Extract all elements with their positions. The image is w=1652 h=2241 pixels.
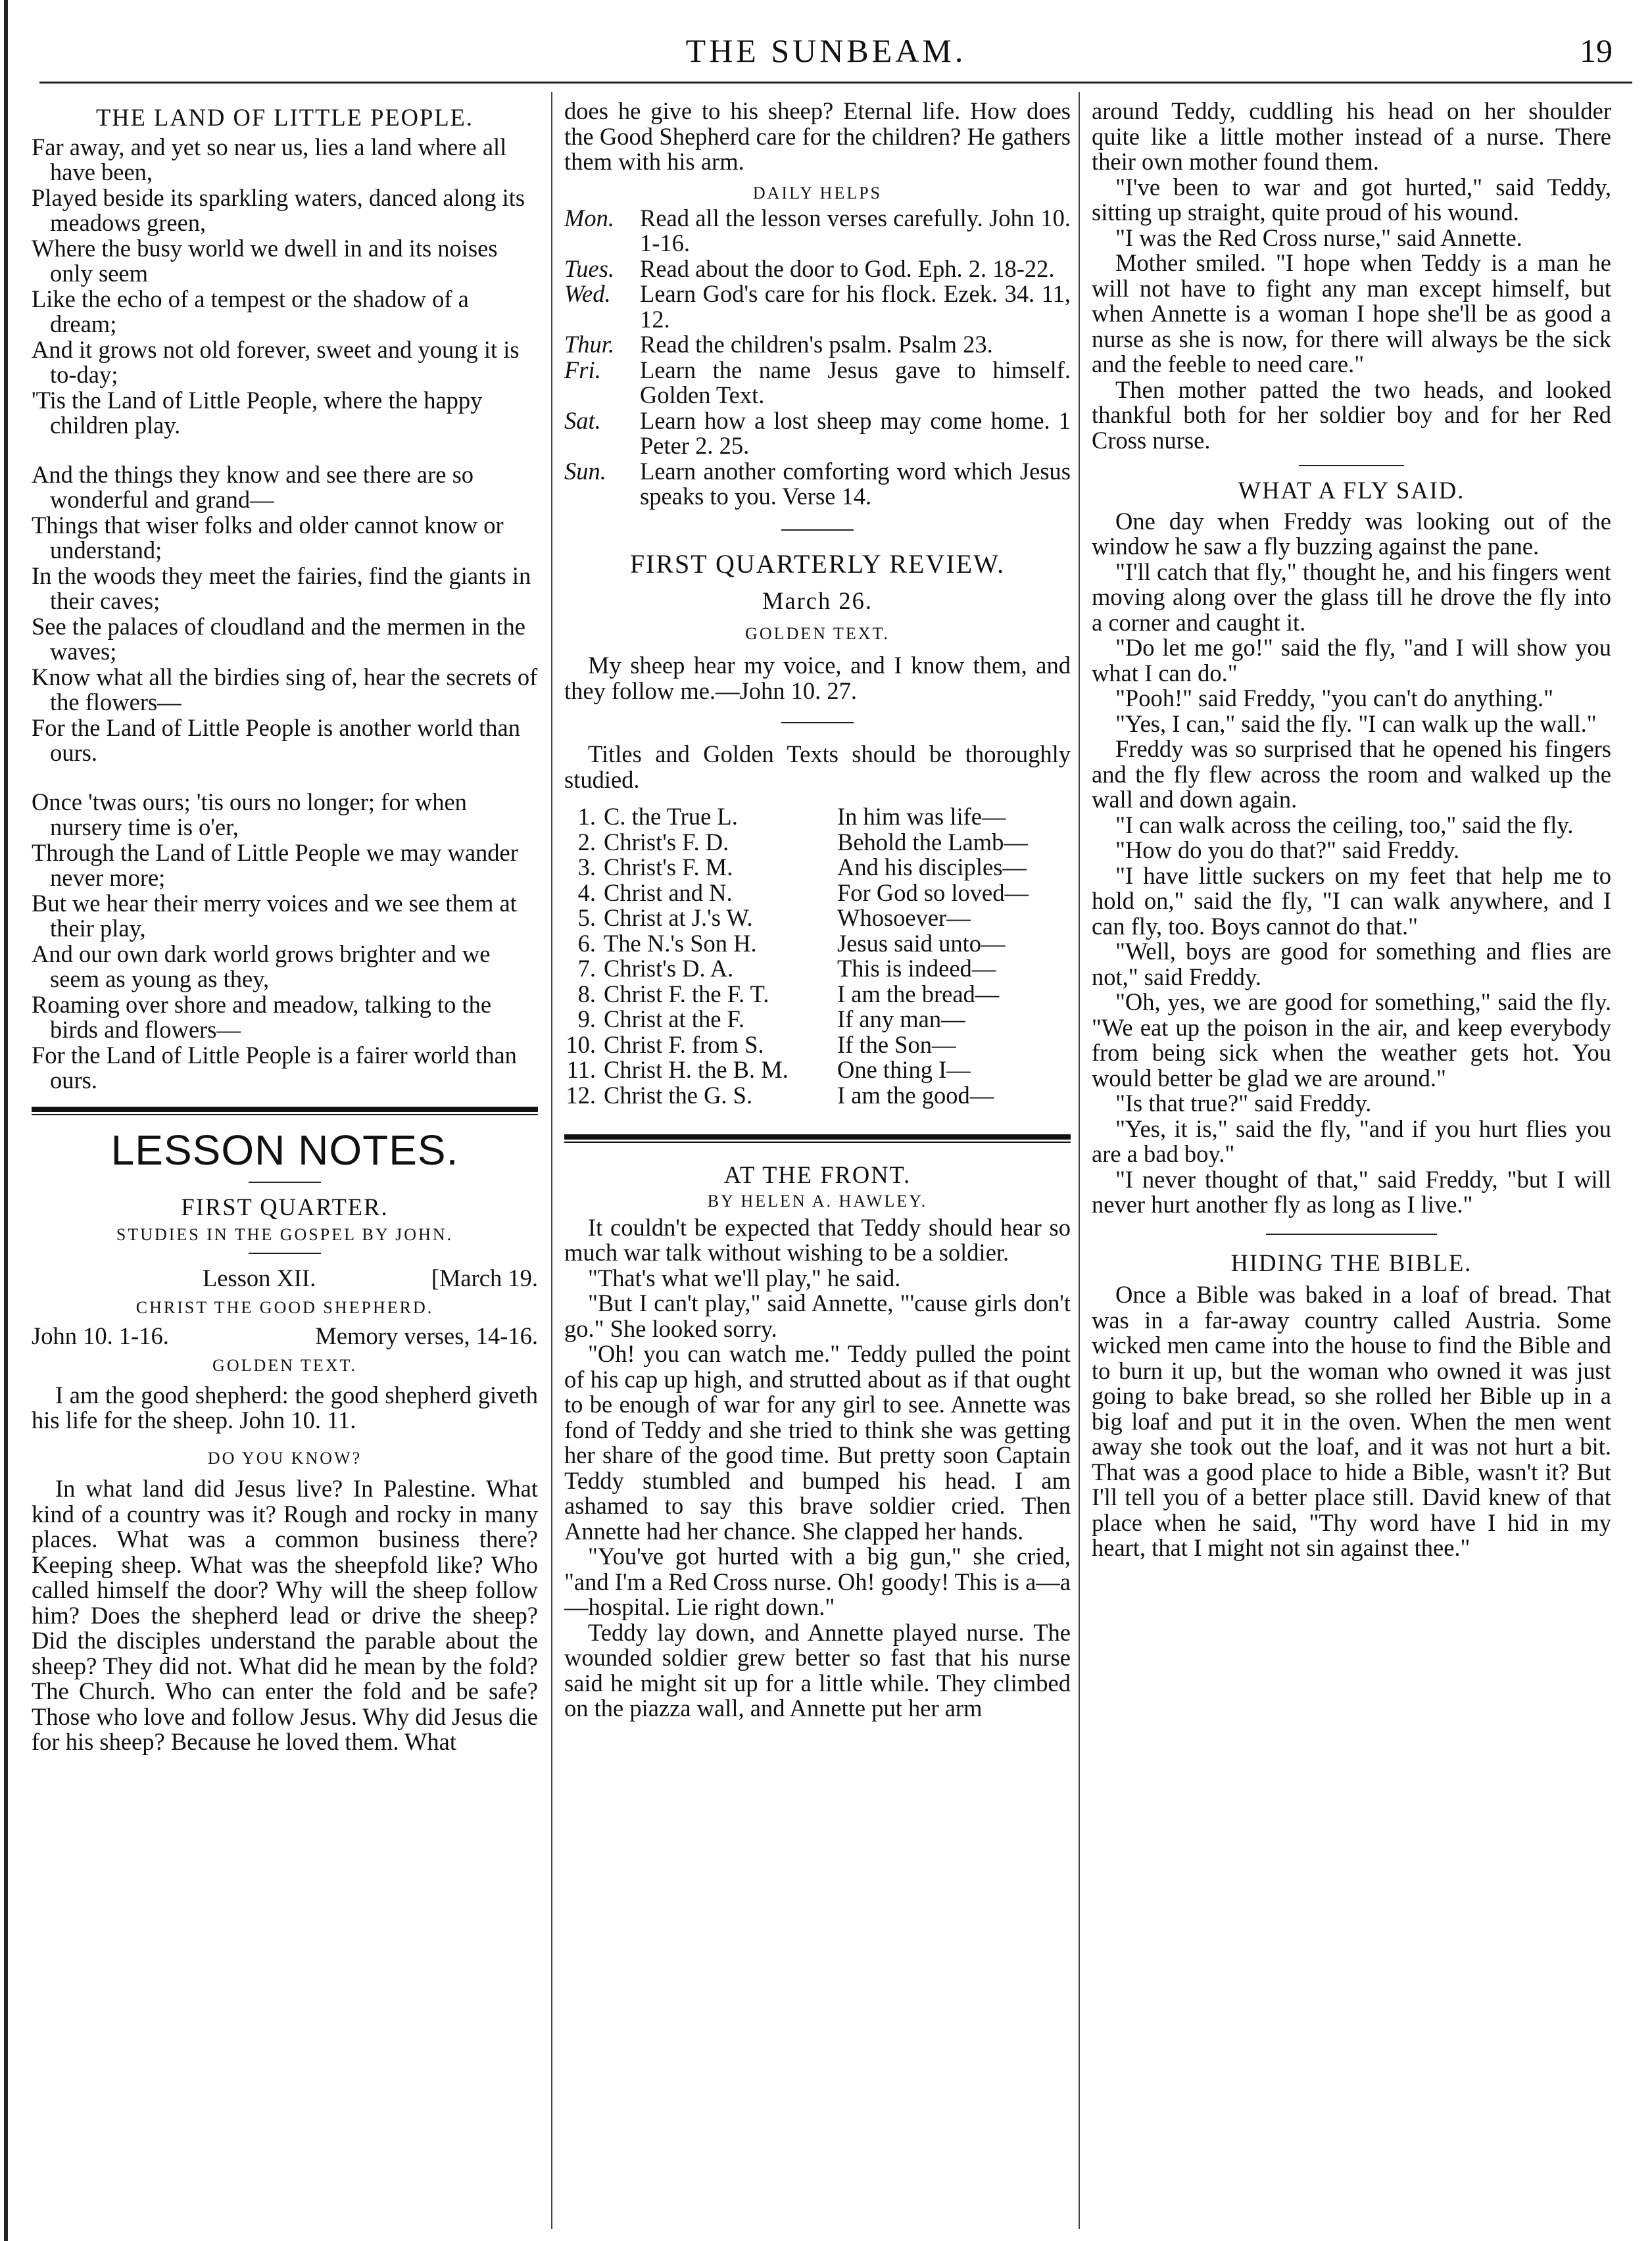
- row-number: 10.: [566, 1030, 596, 1058]
- review-golden-label: GOLDEN TEXT.: [745, 623, 890, 643]
- row-title: Christ at J.'s W.: [604, 904, 753, 932]
- row-text: Jesus said unto—: [837, 929, 1006, 957]
- daily-helps-label: DAILY HELPS: [752, 183, 883, 203]
- poem-title: THE LAND OF LITTLE PEOPLE.: [95, 104, 474, 131]
- row-text: This is indeed—: [837, 955, 996, 982]
- memory-verses: Memory verses, 14-16.: [315, 1322, 538, 1349]
- quarter-heading: FIRST QUARTER.: [181, 1193, 389, 1221]
- review-golden-text: My sheep hear my voice, and I know them, and they follow me.—John 10. 27.: [564, 652, 1071, 704]
- row-title: Christ's D. A.: [604, 955, 734, 982]
- do-you-know-text: In what land did Jesus live? In Palestine. What kind of a country was it? Rough and rocky in many places. What was a common business there? Keeping sheep. What was the sheepfold like? Who called himself the door? Why will the sheep follow him? Does the shepherd lead or drive the sheep? Did the disciples understand the parable about the sheep? They did not. What did he mean by the fold? The Church. Who can enter the fold and be safe? Those who love and follow Jesus. Why did Jesus die for his sheep? Because he loved them. What: [32, 1475, 538, 1756]
- row-number: 8.: [577, 980, 596, 1007]
- lesson-notes-heading: LESSON NOTES.: [110, 1126, 459, 1174]
- daily-help-day: Wed.: [564, 280, 611, 308]
- poem-line: Through the Land of Little People we may wander never more;: [32, 838, 518, 891]
- poem-line: Once 'twas ours; 'tis ours no longer; for when nursery time is o'er,: [32, 788, 467, 840]
- column-3: [1092, 99, 1611, 1561]
- story-paragraph: "I've been to war and got hurted," said Teddy, sitting up straight, quite proud of his wound.: [1092, 173, 1611, 226]
- daily-help-item: [564, 358, 1071, 408]
- story-paragraph: Then mother patted the two heads, and looked thankful both for her soldier boy and for her Red Cross nurse.: [1092, 375, 1611, 454]
- daily-help-item: [564, 408, 1071, 459]
- row-text: If the Son—: [837, 1030, 956, 1058]
- golden-text-label: GOLDEN TEXT.: [212, 1356, 357, 1376]
- daily-help-text: Read all the lesson verses carefully. John 10. 1-16.: [640, 204, 1071, 257]
- row-number: 7.: [577, 955, 596, 982]
- fly-paragraph: "Well, boys are good for something and flies are not," said Freddy.: [1092, 938, 1611, 990]
- section-rule: [32, 1107, 538, 1115]
- poem-line: Where the busy world we dwell in and its noises only seem: [32, 234, 498, 287]
- poem-line: For the Land of Little People is another world than ours.: [32, 713, 521, 766]
- page-number: 19: [1580, 32, 1613, 69]
- column-divider: [1079, 92, 1080, 2229]
- review-title-row: [564, 1007, 1071, 1032]
- row-number: 2.: [577, 828, 596, 855]
- lesson-continuation: does he give to his sheep? Eternal life. How does the Good Shepherd care for the children? He gathers them with his arm.: [564, 97, 1071, 175]
- poem-line: In the woods they meet the fairies, find the giants in their caves;: [32, 562, 531, 614]
- story-paragraph: Mother smiled. "I hope when Teddy is a man he will not have to fight any man except himself, but when Annette is a woman I hope she'll be as good a nurse as she is now, for there will always be the sick and the feeble to need care.": [1092, 249, 1611, 377]
- lesson-line: [32, 1266, 538, 1291]
- bible-text: Once a Bible was baked in a loaf of bread. That was in a far-away country called Austria. Some wicked men came into the house to find the Bible and to burn it up, but the woman who owned it was just going to bake bread, so she rolled her Bible up in a big loaf and put it in the oven. When the men went away she took out the loaf, and it was not hurt a bit. That was a good place to hide a Bible, wasn't it? But I'll tell you of a better place still. David knew of that place when he said, "Thy word have I hid in my heart, that I might not sin against thee.": [1092, 1281, 1611, 1561]
- poem-line: See the palaces of cloudland and the mermen in the waves;: [32, 612, 526, 665]
- review-title-row: [564, 905, 1071, 931]
- fly-paragraph: "Oh, yes, we are good for something," said the fly. "We eat up the poison in the air, and keep everybody from being sick when the weather gets hot. You would better be glad we are around.": [1092, 988, 1611, 1092]
- poem-line: Far away, and yet so near us, lies a land where all have been,: [32, 133, 507, 185]
- fly-paragraph: "Pooh!" said Freddy, "you can't do anything.": [1115, 685, 1553, 711]
- story-paragraph: "I was the Red Cross nurse," said Annette.: [1115, 224, 1522, 251]
- story-paragraph: It couldn't be expected that Teddy should hear so much war talk without wishing to be a soldier.: [564, 1213, 1071, 1266]
- short-rule: [249, 1182, 321, 1183]
- row-text: And his disciples—: [837, 854, 1027, 881]
- poem-line: And it grows not old forever, sweet and young it is to-day;: [32, 335, 520, 388]
- section-rule: [564, 1134, 1071, 1143]
- row-text: Whosoever—: [837, 904, 971, 932]
- row-title: C. the True L.: [604, 803, 738, 831]
- poem: [32, 135, 538, 1094]
- daily-help-day: Sat.: [564, 406, 601, 434]
- row-title: The N.'s Son H.: [604, 929, 757, 957]
- story-paragraph: "You've got hurted with a big gun," she cried, "and I'm a Red Cross nurse. Oh! goody! This is a—a—hospital. Lie right down.": [564, 1543, 1071, 1621]
- row-text: In him was life—: [837, 803, 1006, 831]
- poem-stanza: [32, 135, 538, 439]
- story-paragraph: around Teddy, cuddling his head on her shoulder quite like a little mother instead of a nurse. There their own mother found them.: [1092, 97, 1611, 175]
- row-title: Christ at the F.: [604, 1005, 745, 1033]
- fly-paragraph: "I have little suckers on my feet that help me to hold on," said the fly, "I can walk anywhere, and I can fly, too. Boys cannot do that.": [1092, 861, 1611, 940]
- lesson-date: [March 19.: [431, 1264, 538, 1291]
- daily-help-item: [564, 459, 1071, 510]
- row-text: One thing I—: [837, 1056, 971, 1084]
- row-number: 5.: [577, 904, 596, 932]
- daily-help-day: Thur.: [564, 331, 615, 358]
- poem-line: Like the echo of a tempest or the shadow of a dream;: [32, 285, 469, 337]
- row-title: Christ the G. S.: [604, 1081, 753, 1109]
- story-paragraph: "That's what we'll play," he said.: [588, 1264, 901, 1291]
- do-you-know-label: DO YOU KNOW?: [207, 1448, 362, 1468]
- titles-intro: Titles and Golden Texts should be thoroughly studied.: [564, 740, 1071, 793]
- fly-paragraph: "Is that true?" said Freddy.: [1115, 1090, 1372, 1117]
- fly-paragraph: "Yes, it is," said the fly, "and if you hurt flies you are a bad boy.": [1092, 1115, 1611, 1167]
- header-rule: [39, 82, 1632, 84]
- poem-line: 'Tis the Land of Little People, where the happy children play.: [32, 386, 483, 439]
- daily-help-text: Learn the name Jesus gave to himself. Golden Text.: [640, 356, 1071, 409]
- bible-heading: HIDING THE BIBLE.: [1230, 1249, 1472, 1276]
- row-title: Christ's F. M.: [604, 854, 733, 881]
- short-rule: [1299, 465, 1404, 466]
- row-text: I am the good—: [837, 1081, 994, 1109]
- column-1: [32, 99, 538, 1755]
- daily-help-item: [564, 256, 1071, 282]
- row-text: If any man—: [837, 1005, 965, 1033]
- story-paragraph: "But I can't play," said Annette, "'cause girls don't go." She looked sorry.: [564, 1289, 1071, 1342]
- review-title-row: [564, 804, 1071, 830]
- newspaper-title: THE SUNBEAM.: [685, 32, 967, 69]
- row-title: Christ and N.: [604, 879, 733, 906]
- fly-paragraph: "I'll catch that fly," thought he, and his fingers went moving along over the glass till he drove the fly into a corner and caught it.: [1092, 558, 1611, 636]
- row-text: I am the bread—: [837, 980, 1000, 1007]
- lesson-label: Lesson XII.: [203, 1264, 316, 1291]
- review-date: March 26.: [762, 587, 873, 615]
- daily-help-item: [564, 281, 1071, 332]
- fly-paragraph: "Do let me go!" said the fly, "and I will show you what I can do.": [1092, 634, 1611, 687]
- daily-help-day: Fri.: [564, 356, 601, 383]
- poem-line: And our own dark world grows brighter and we seem as young as they,: [32, 940, 491, 992]
- fly-paragraph: "I can walk across the ceiling, too," said the fly.: [1115, 811, 1574, 838]
- row-title: Christ H. the B. M.: [604, 1056, 789, 1084]
- row-number: 6.: [577, 929, 596, 957]
- page-edge-bar: [4, 0, 8, 2241]
- story-heading: AT THE FRONT.: [723, 1161, 911, 1189]
- row-text: For God so loved—: [837, 879, 1029, 906]
- poem-line: Things that wiser folks and older cannot know or understand;: [32, 511, 504, 564]
- row-title: Christ's F. D.: [604, 828, 729, 855]
- row-title: Christ F. from S.: [604, 1030, 764, 1058]
- poem-line: Played beside its sparkling waters, danced along its meadows green,: [32, 183, 525, 236]
- review-title-row: [564, 1057, 1071, 1083]
- daily-help-item: [564, 206, 1071, 256]
- column-divider: [551, 92, 552, 2229]
- row-number: 3.: [577, 854, 596, 881]
- column-2: [564, 99, 1071, 1722]
- fly-paragraph: "Yes, I can," said the fly. "I can walk up the wall.": [1115, 710, 1597, 737]
- daily-help-text: Read the children's psalm. Psalm 23.: [640, 331, 993, 358]
- poem-stanza: [32, 462, 538, 766]
- studies-line: STUDIES IN THE GOSPEL BY JOHN.: [116, 1224, 454, 1244]
- page-header: [26, 26, 1626, 72]
- poem-stanza: [32, 790, 538, 1094]
- story-byline: BY HELEN A. HAWLEY.: [707, 1191, 928, 1211]
- daily-helps: [564, 206, 1071, 510]
- review-title-row: [564, 1083, 1071, 1109]
- review-title-row: [564, 855, 1071, 880]
- row-number: 1.: [577, 803, 596, 831]
- daily-help-text: Learn God's care for his flock. Ezek. 34. 11, 12.: [640, 280, 1071, 333]
- scripture-line: [32, 1324, 538, 1349]
- fly-heading: WHAT A FLY SAID.: [1238, 477, 1465, 504]
- poem-line: Know what all the birdies sing of, hear the secrets of the flowers—: [32, 663, 538, 715]
- short-rule: [781, 529, 854, 531]
- short-rule: [1266, 1234, 1437, 1235]
- review-title-row: [564, 982, 1071, 1007]
- fly-paragraph: Freddy was so surprised that he opened his fingers and the fly flew across the room and walked up the wall and down again.: [1092, 735, 1611, 813]
- review-heading: FIRST QUARTERLY REVIEW.: [629, 548, 1006, 579]
- row-number: 4.: [577, 879, 596, 906]
- review-title-row: [564, 931, 1071, 957]
- daily-help-day: Sun.: [564, 457, 606, 485]
- daily-help-item: [564, 332, 1071, 358]
- short-rule: [249, 1253, 321, 1254]
- daily-help-text: Read about the door to God. Eph. 2. 18-22.: [640, 254, 1055, 282]
- short-rule: [781, 722, 854, 723]
- story-paragraph: Teddy lay down, and Annette played nurse. The wounded soldier grew better so fast that his nurse said he might sit up for a little while. They climbed on the piazza wall, and Annette put her arm: [564, 1618, 1071, 1722]
- poem-line: Roaming over shore and meadow, talking to the birds and flowers—: [32, 990, 492, 1043]
- row-number: 9.: [577, 1005, 596, 1033]
- poem-line: And the things they know and see there are so wonderful and grand—: [32, 460, 474, 513]
- story-paragraph: "Oh! you can watch me." Teddy pulled the point of his cap up high, and strutted about as if that ought to be enough of war for any girl to see. Annette was fond of Teddy and she tried to think she was getting her share of the good time. But pretty soon Captain Teddy stumbled and bumped his head. I am ashamed to say this brave soldier cried. Then Annette had her chance. She clapped her hands.: [564, 1340, 1071, 1545]
- fly-paragraph: "I never thought of that," said Freddy, "but I will never hurt another fly as long as I live.": [1092, 1165, 1611, 1218]
- daily-help-day: Mon.: [564, 204, 615, 231]
- golden-text: I am the good shepherd: the good shepherd giveth his life for the sheep. John 10. 11.: [32, 1381, 538, 1434]
- daily-help-day: Tues.: [564, 254, 615, 282]
- row-text: Behold the Lamb—: [837, 828, 1028, 855]
- lesson-title: CHRIST THE GOOD SHEPHERD.: [135, 1298, 434, 1318]
- row-number: 12.: [566, 1081, 596, 1109]
- row-title: Christ F. the F. T.: [604, 980, 769, 1007]
- review-title-row: [564, 830, 1071, 855]
- review-title-row: [564, 1032, 1071, 1058]
- review-title-row: [564, 956, 1071, 982]
- fly-paragraph: "How do you do that?" said Freddy.: [1115, 836, 1460, 863]
- fly-paragraph: One day when Freddy was looking out of the window he saw a fly buzzing against the pane.: [1092, 507, 1611, 560]
- review-titles-list: [564, 804, 1071, 1108]
- row-number: 11.: [566, 1056, 596, 1084]
- poem-line: But we hear their merry voices and we see them at their play,: [32, 889, 517, 942]
- scripture-ref: John 10. 1-16.: [32, 1322, 169, 1349]
- review-title-row: [564, 880, 1071, 906]
- daily-help-text: Learn another comforting word which Jesus speaks to you. Verse 14.: [640, 457, 1071, 510]
- poem-line: For the Land of Little People is a fairer world than ours.: [32, 1041, 517, 1094]
- daily-help-text: Learn how a lost sheep may come home. 1 Peter 2. 25.: [640, 406, 1071, 460]
